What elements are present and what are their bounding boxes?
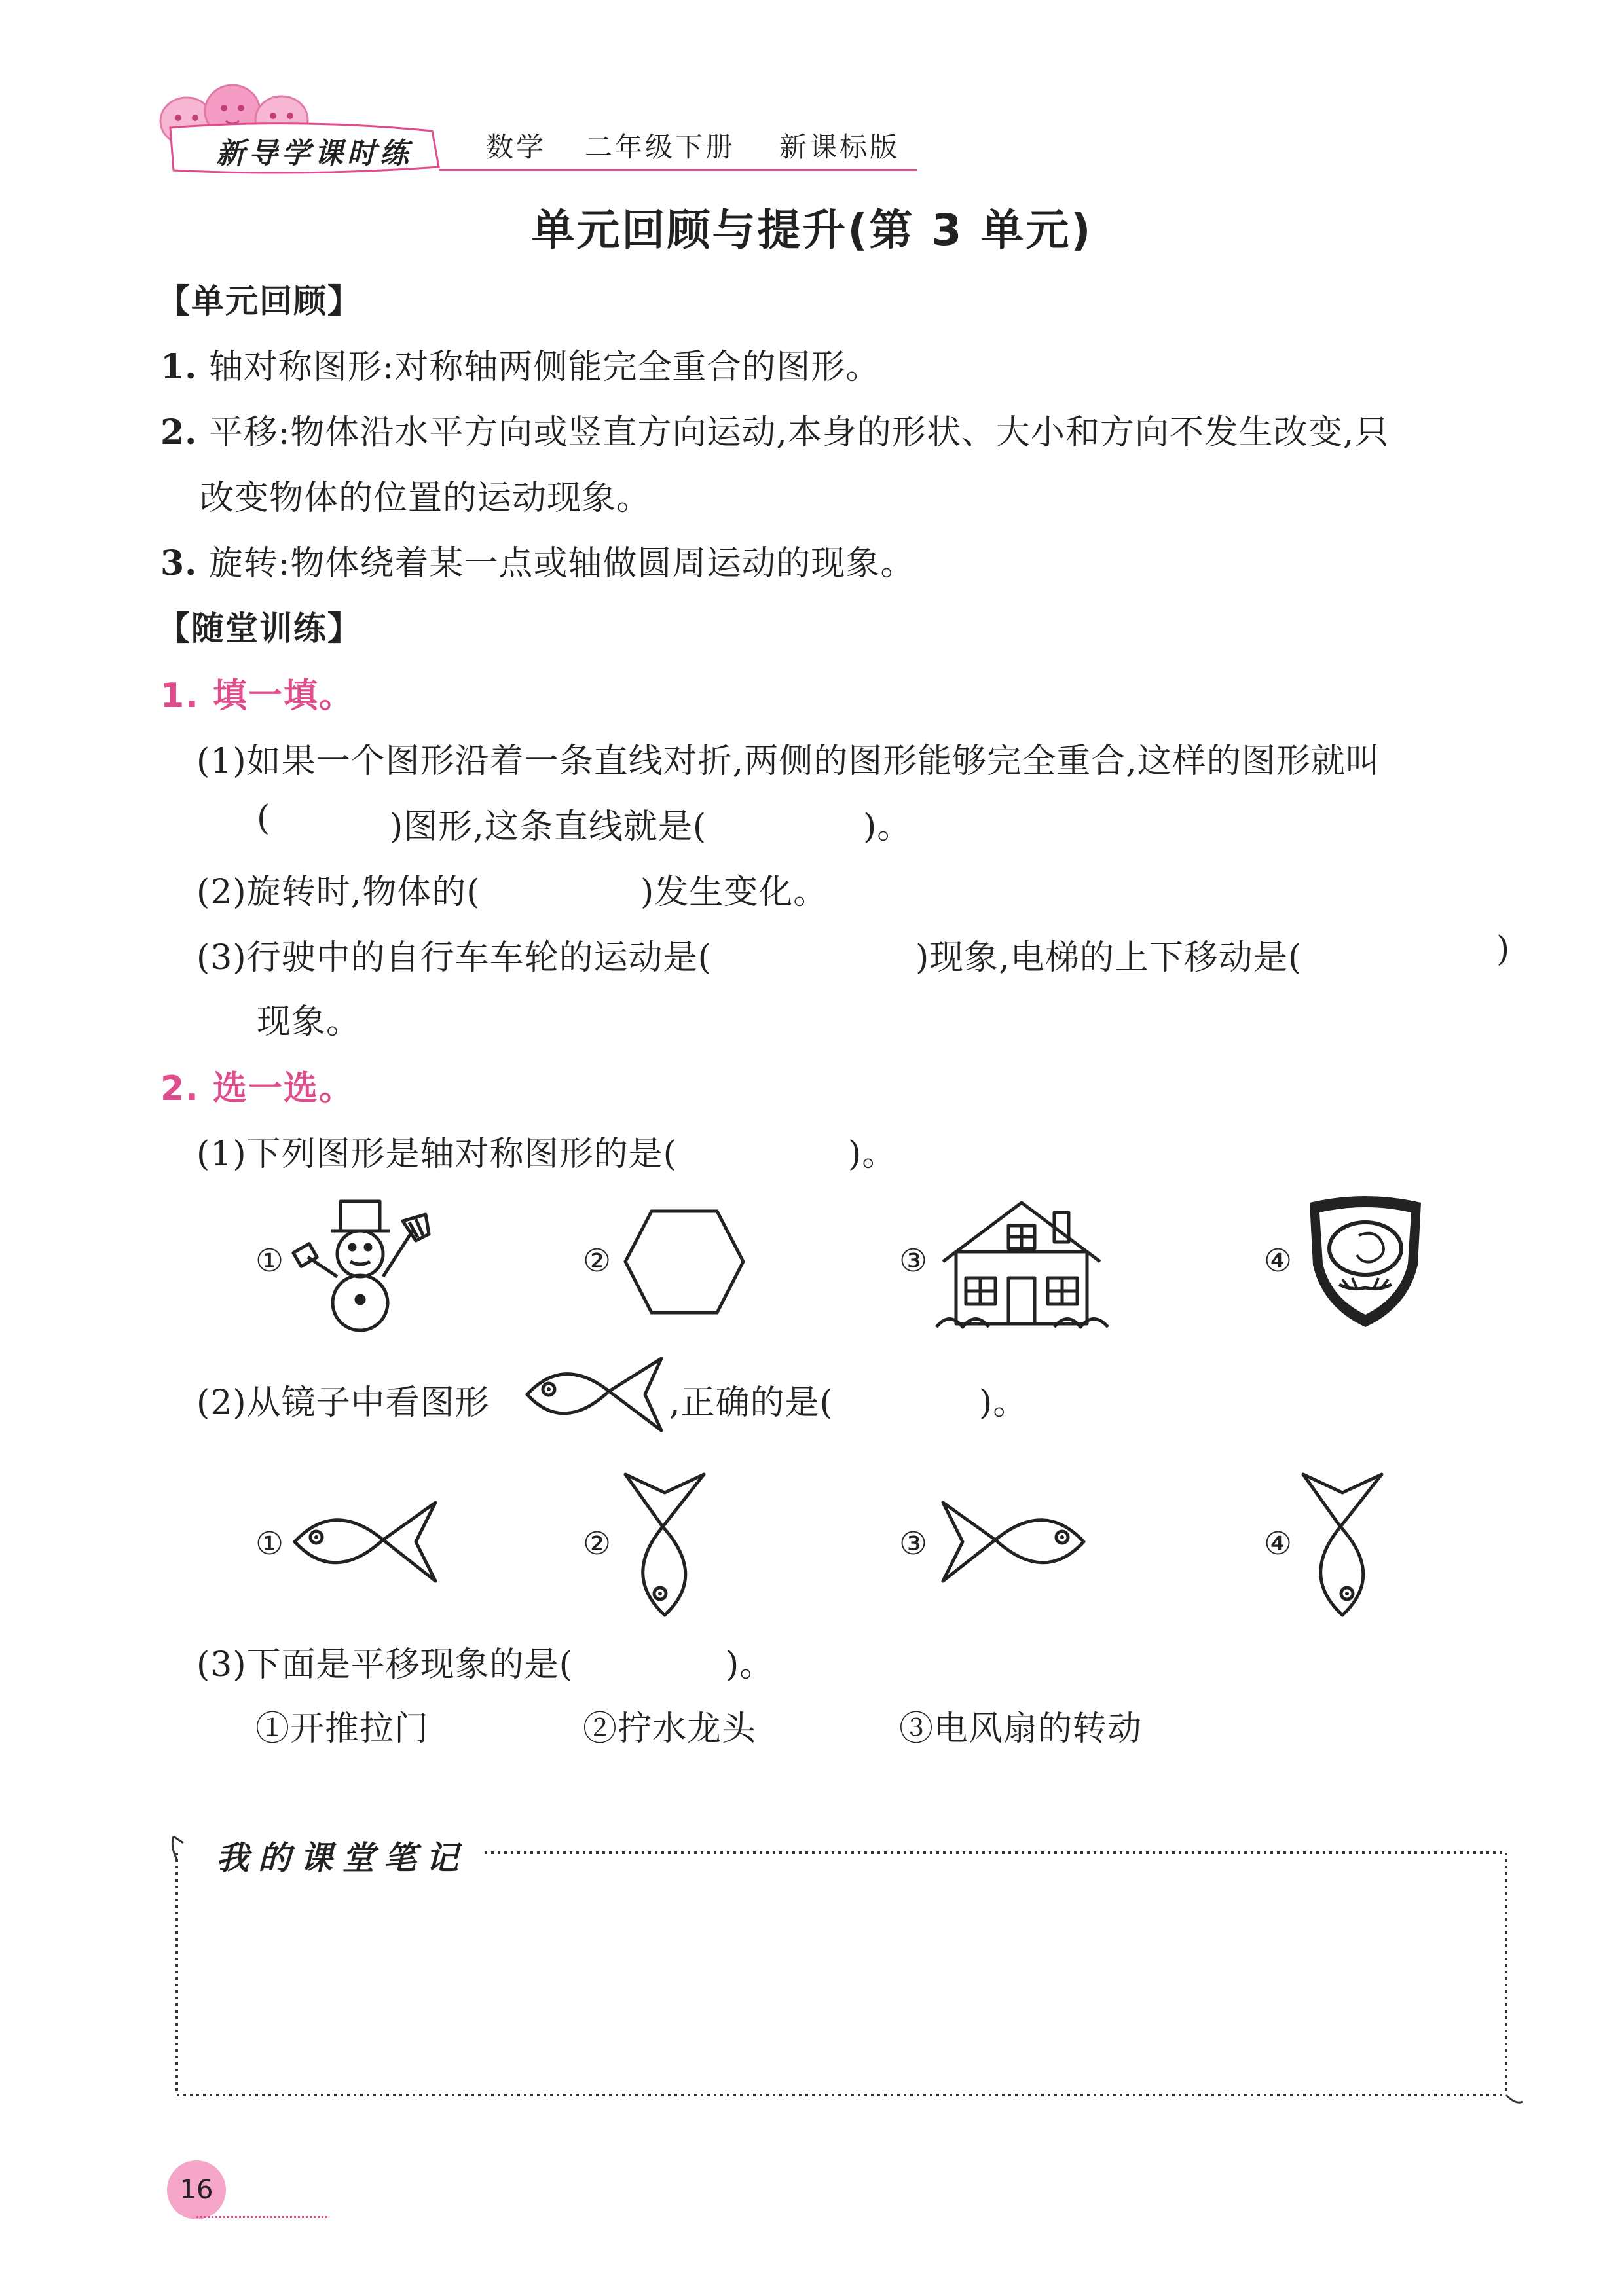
review-item-text: 平移:物体沿水平方向或竖直方向运动,本身的形状、大小和方向不发生改变,只	[208, 413, 1390, 452]
header-rule	[439, 169, 917, 171]
q1-p2a: (2)旋转时,物体的(	[196, 873, 481, 912]
q1-p1-line2b: )图形,这条直线就是(	[390, 807, 707, 847]
option-number: ④	[1264, 1525, 1293, 1562]
option-number: ①	[255, 1525, 284, 1562]
q1-p2b: )发生变化。	[640, 873, 828, 912]
fish-icon	[524, 1355, 674, 1434]
page-number: 16	[179, 2175, 213, 2205]
blank-input[interactable]	[864, 1376, 979, 1415]
review-item-num: 3.	[160, 543, 198, 583]
hexagon-icon[interactable]	[622, 1208, 747, 1316]
brand-title: 新导学课时练	[216, 137, 413, 170]
review-item-num: 1.	[160, 347, 198, 387]
q1-p3b: )现象,电梯的上下移动是(	[915, 938, 1302, 977]
review-item-1	[160, 339, 880, 388]
house-icon[interactable]	[936, 1199, 1110, 1330]
notes-title: 我的课堂笔记	[216, 1838, 468, 1877]
option-number: ②	[583, 1243, 612, 1279]
header-subject: 数学	[486, 131, 547, 163]
q1-title: 1. 填一填。	[160, 676, 355, 716]
q1-p1-line2a: (	[257, 799, 271, 838]
option-number: ①	[255, 1243, 284, 1279]
option-number: ④	[1264, 1243, 1293, 1279]
q1-p1-line1: (1)如果一个图形沿着一条直线对折,两侧的图形能够完全重合,这样的图形就叫	[196, 742, 1380, 781]
q2-p3-option-1[interactable]: ①开推拉门	[255, 1709, 430, 1749]
q2-p3b: )。	[726, 1645, 775, 1685]
q2-p2c: )。	[979, 1383, 1028, 1423]
q2-p2a: (2)从镜子中看图形	[196, 1383, 490, 1423]
q1-p1-line2c: )。	[863, 807, 912, 847]
q2-p3a: (3)下面是平移现象的是(	[196, 1645, 573, 1685]
fish-icon[interactable]	[622, 1468, 707, 1618]
q1-p3c: )	[1496, 930, 1511, 969]
option-number: ③	[899, 1525, 928, 1562]
q1-p3-line2: 现象。	[257, 1002, 361, 1042]
fish-icon[interactable]	[291, 1499, 442, 1584]
header-edition: 新课标版	[779, 131, 900, 163]
q2-p1b: )。	[848, 1135, 897, 1174]
review-item-text: 旋转:物体绕着某一点或轴做圆周运动的现象。	[208, 544, 915, 583]
review-item-2-cont: 改变物体的位置的运动现象。	[200, 479, 652, 518]
q2-p3-option-2[interactable]: ②拧水龙头	[583, 1709, 757, 1749]
blank-input[interactable]	[606, 1638, 724, 1677]
review-item-num: 2.	[160, 412, 198, 452]
blank-input[interactable]	[786, 931, 913, 970]
review-item-text: 轴对称图形:对称轴两侧能完全重合的图形。	[208, 348, 881, 387]
fish-icon[interactable]	[936, 1499, 1087, 1584]
q1-p3a: (3)行驶中的自行车车轮的运动是(	[196, 938, 712, 977]
review-tag: 【单元回顾】	[157, 282, 361, 320]
fish-icon[interactable]	[1300, 1468, 1385, 1618]
notes-area[interactable]	[190, 1886, 1500, 2088]
q2-title: 2. 选一选。	[160, 1069, 355, 1108]
blank-input[interactable]	[1375, 931, 1500, 970]
blank-input[interactable]	[275, 800, 390, 839]
page-number-rule	[196, 2216, 327, 2218]
review-item-3	[160, 536, 915, 585]
q2-p2b: ,正确的是(	[669, 1383, 834, 1423]
option-number: ②	[583, 1525, 612, 1562]
review-item-2	[160, 405, 1389, 454]
blank-input[interactable]	[524, 866, 638, 905]
practice-tag: 【随堂训练】	[157, 610, 361, 647]
q2-p3-option-3[interactable]: ③电风扇的转动	[899, 1709, 1143, 1749]
blank-input[interactable]	[737, 800, 861, 839]
snowman-icon[interactable]	[295, 1201, 432, 1332]
option-number: ③	[899, 1243, 928, 1279]
page-title: 单元回顾与提升(第 3 单元)	[531, 205, 1093, 255]
header-grade: 二年级下册	[585, 131, 736, 163]
shield-icon[interactable]	[1303, 1193, 1428, 1330]
blank-input[interactable]	[730, 1127, 848, 1167]
q2-p1a: (1)下列图形是轴对称图形的是(	[196, 1135, 677, 1174]
